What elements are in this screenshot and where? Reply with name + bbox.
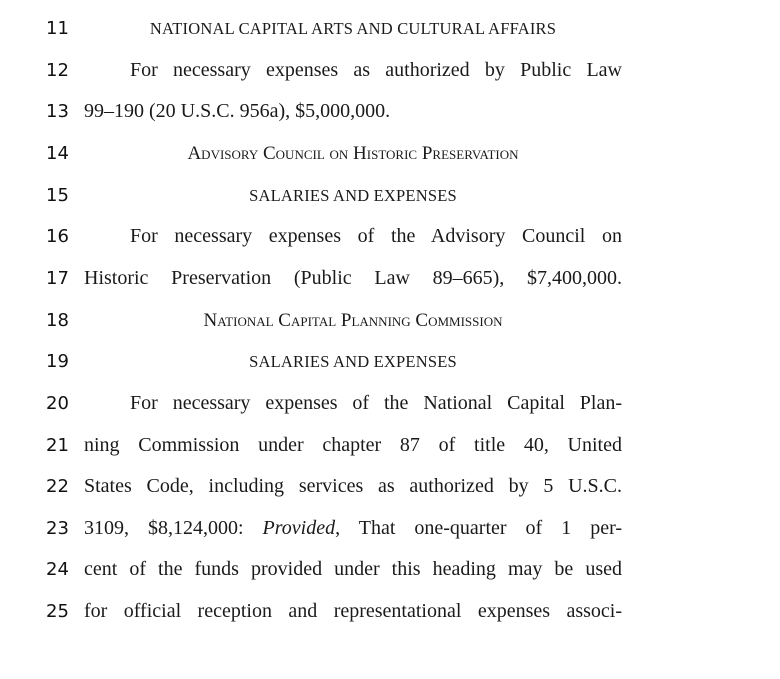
italic-provided: Provided bbox=[262, 517, 336, 539]
line-number: 17 bbox=[46, 268, 69, 289]
line-23 bbox=[0, 508, 780, 549]
line-number: 19 bbox=[46, 351, 69, 372]
line-22 bbox=[0, 466, 780, 507]
line-15 bbox=[0, 175, 780, 216]
line-number: 14 bbox=[46, 143, 69, 164]
line-13 bbox=[0, 91, 780, 132]
line-12 bbox=[0, 50, 780, 91]
line-number: 18 bbox=[46, 310, 69, 331]
line-number: 22 bbox=[46, 476, 69, 497]
paragraph-line bbox=[84, 508, 622, 549]
section-heading: NATIONAL CAPITAL ARTS AND CULTURAL AFFAIRS bbox=[149, 19, 557, 38]
subheading: SALARIES AND EXPENSES bbox=[249, 186, 457, 205]
line-24 bbox=[0, 549, 780, 590]
agency-heading: Advisory Council on Historic Preservation bbox=[187, 143, 519, 164]
line-18 bbox=[0, 300, 780, 341]
line-number: 24 bbox=[46, 559, 69, 580]
line-11 bbox=[0, 8, 780, 49]
line-19 bbox=[0, 341, 780, 382]
line-number: 21 bbox=[46, 435, 69, 456]
line-number: 12 bbox=[46, 60, 69, 81]
line-25 bbox=[0, 591, 780, 632]
agency-heading: National Capital Planning Commission bbox=[203, 310, 503, 331]
line-number: 13 bbox=[46, 101, 69, 122]
line-17 bbox=[0, 258, 780, 299]
line-number: 25 bbox=[46, 601, 69, 622]
paragraph-line: cent of the funds provided under this heading may be used bbox=[84, 558, 622, 580]
subheading: SALARIES AND EXPENSES bbox=[249, 352, 457, 371]
paragraph-line: For necessary expenses as authorized by Public Law bbox=[130, 59, 622, 81]
line-number: 15 bbox=[46, 185, 69, 206]
line-20 bbox=[0, 383, 780, 424]
line-number: 16 bbox=[46, 226, 69, 247]
line-21 bbox=[0, 425, 780, 466]
paragraph-line: Historic Preservation (Public Law 89–665), $7,400,000. bbox=[84, 267, 622, 289]
paragraph-line: ning Commission under chapter 87 of title 40, United bbox=[84, 434, 622, 456]
text-segment: 3109, $8,124,000: bbox=[84, 517, 263, 539]
line-16 bbox=[0, 216, 780, 257]
line-number: 23 bbox=[46, 518, 69, 539]
line-14 bbox=[0, 133, 780, 174]
paragraph-line: for official reception and representational expenses associ- bbox=[84, 600, 622, 622]
line-number: 11 bbox=[46, 18, 69, 39]
line-number: 20 bbox=[46, 393, 69, 414]
paragraph-line: 99–190 (20 U.S.C. 956a), $5,000,000. bbox=[84, 100, 391, 122]
text-segment: , That one-quarter of 1 per- bbox=[335, 517, 622, 539]
paragraph-line: For necessary expenses of the Advisory Council on bbox=[130, 225, 622, 247]
paragraph-line: States Code, including services as authorized by 5 U.S.C. bbox=[84, 475, 622, 497]
paragraph-line: For necessary expenses of the National Capital Plan- bbox=[130, 392, 622, 414]
